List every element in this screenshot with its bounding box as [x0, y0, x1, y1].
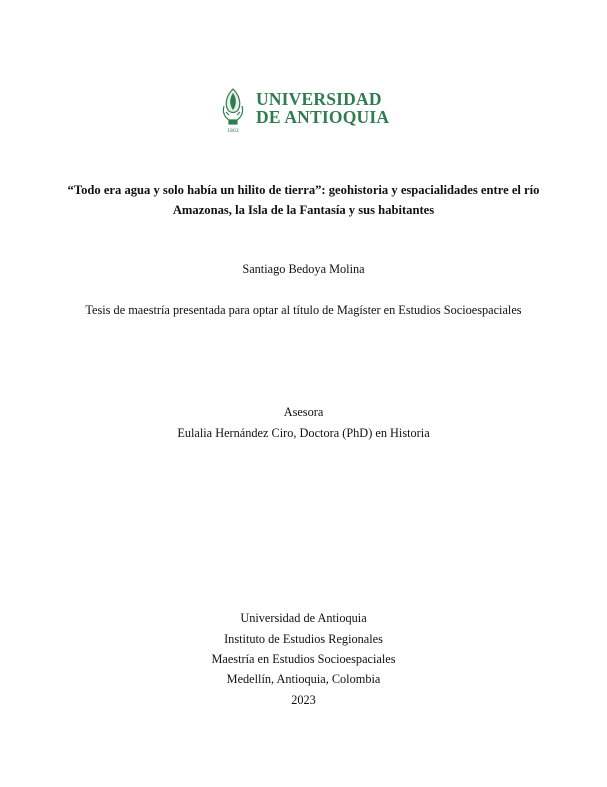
thesis-title-line-2: Amazonas, la Isla de la Fantasía y sus habitantes — [172, 203, 435, 217]
advisor-name: Eulalia Hernández Ciro, Doctora (PhD) en Historia — [177, 426, 430, 440]
seal-year: 1803 — [227, 129, 239, 134]
university-name: Universidad de Antioquia — [240, 611, 367, 625]
location: Medellín, Antioquia, Colombia — [226, 672, 381, 686]
university-logo — [218, 86, 390, 134]
logo-line-1: UNIVERSIDAD — [256, 89, 382, 109]
year: 2023 — [291, 693, 316, 707]
thesis-title-line-1: “Todo era agua y solo había un hilito de tierra”: geohistoria y espacialidades entre el río — [67, 183, 540, 197]
logo-line-2: DE ANTIOQUIA — [256, 107, 390, 127]
author-name: Santiago Bedoya Molina — [242, 262, 365, 276]
program-name: Maestría en Estudios Socioespaciales — [211, 652, 396, 666]
university-seal-icon — [218, 86, 248, 134]
institute-name: Instituto de Estudios Regionales — [224, 632, 383, 646]
thesis-title — [40, 180, 567, 220]
degree-statement: Tesis de maestría presentada para optar al título de Magíster en Estudios Socioespaciales — [85, 303, 522, 317]
advisor-label: Asesora — [283, 405, 324, 419]
university-logo-text — [256, 90, 389, 126]
